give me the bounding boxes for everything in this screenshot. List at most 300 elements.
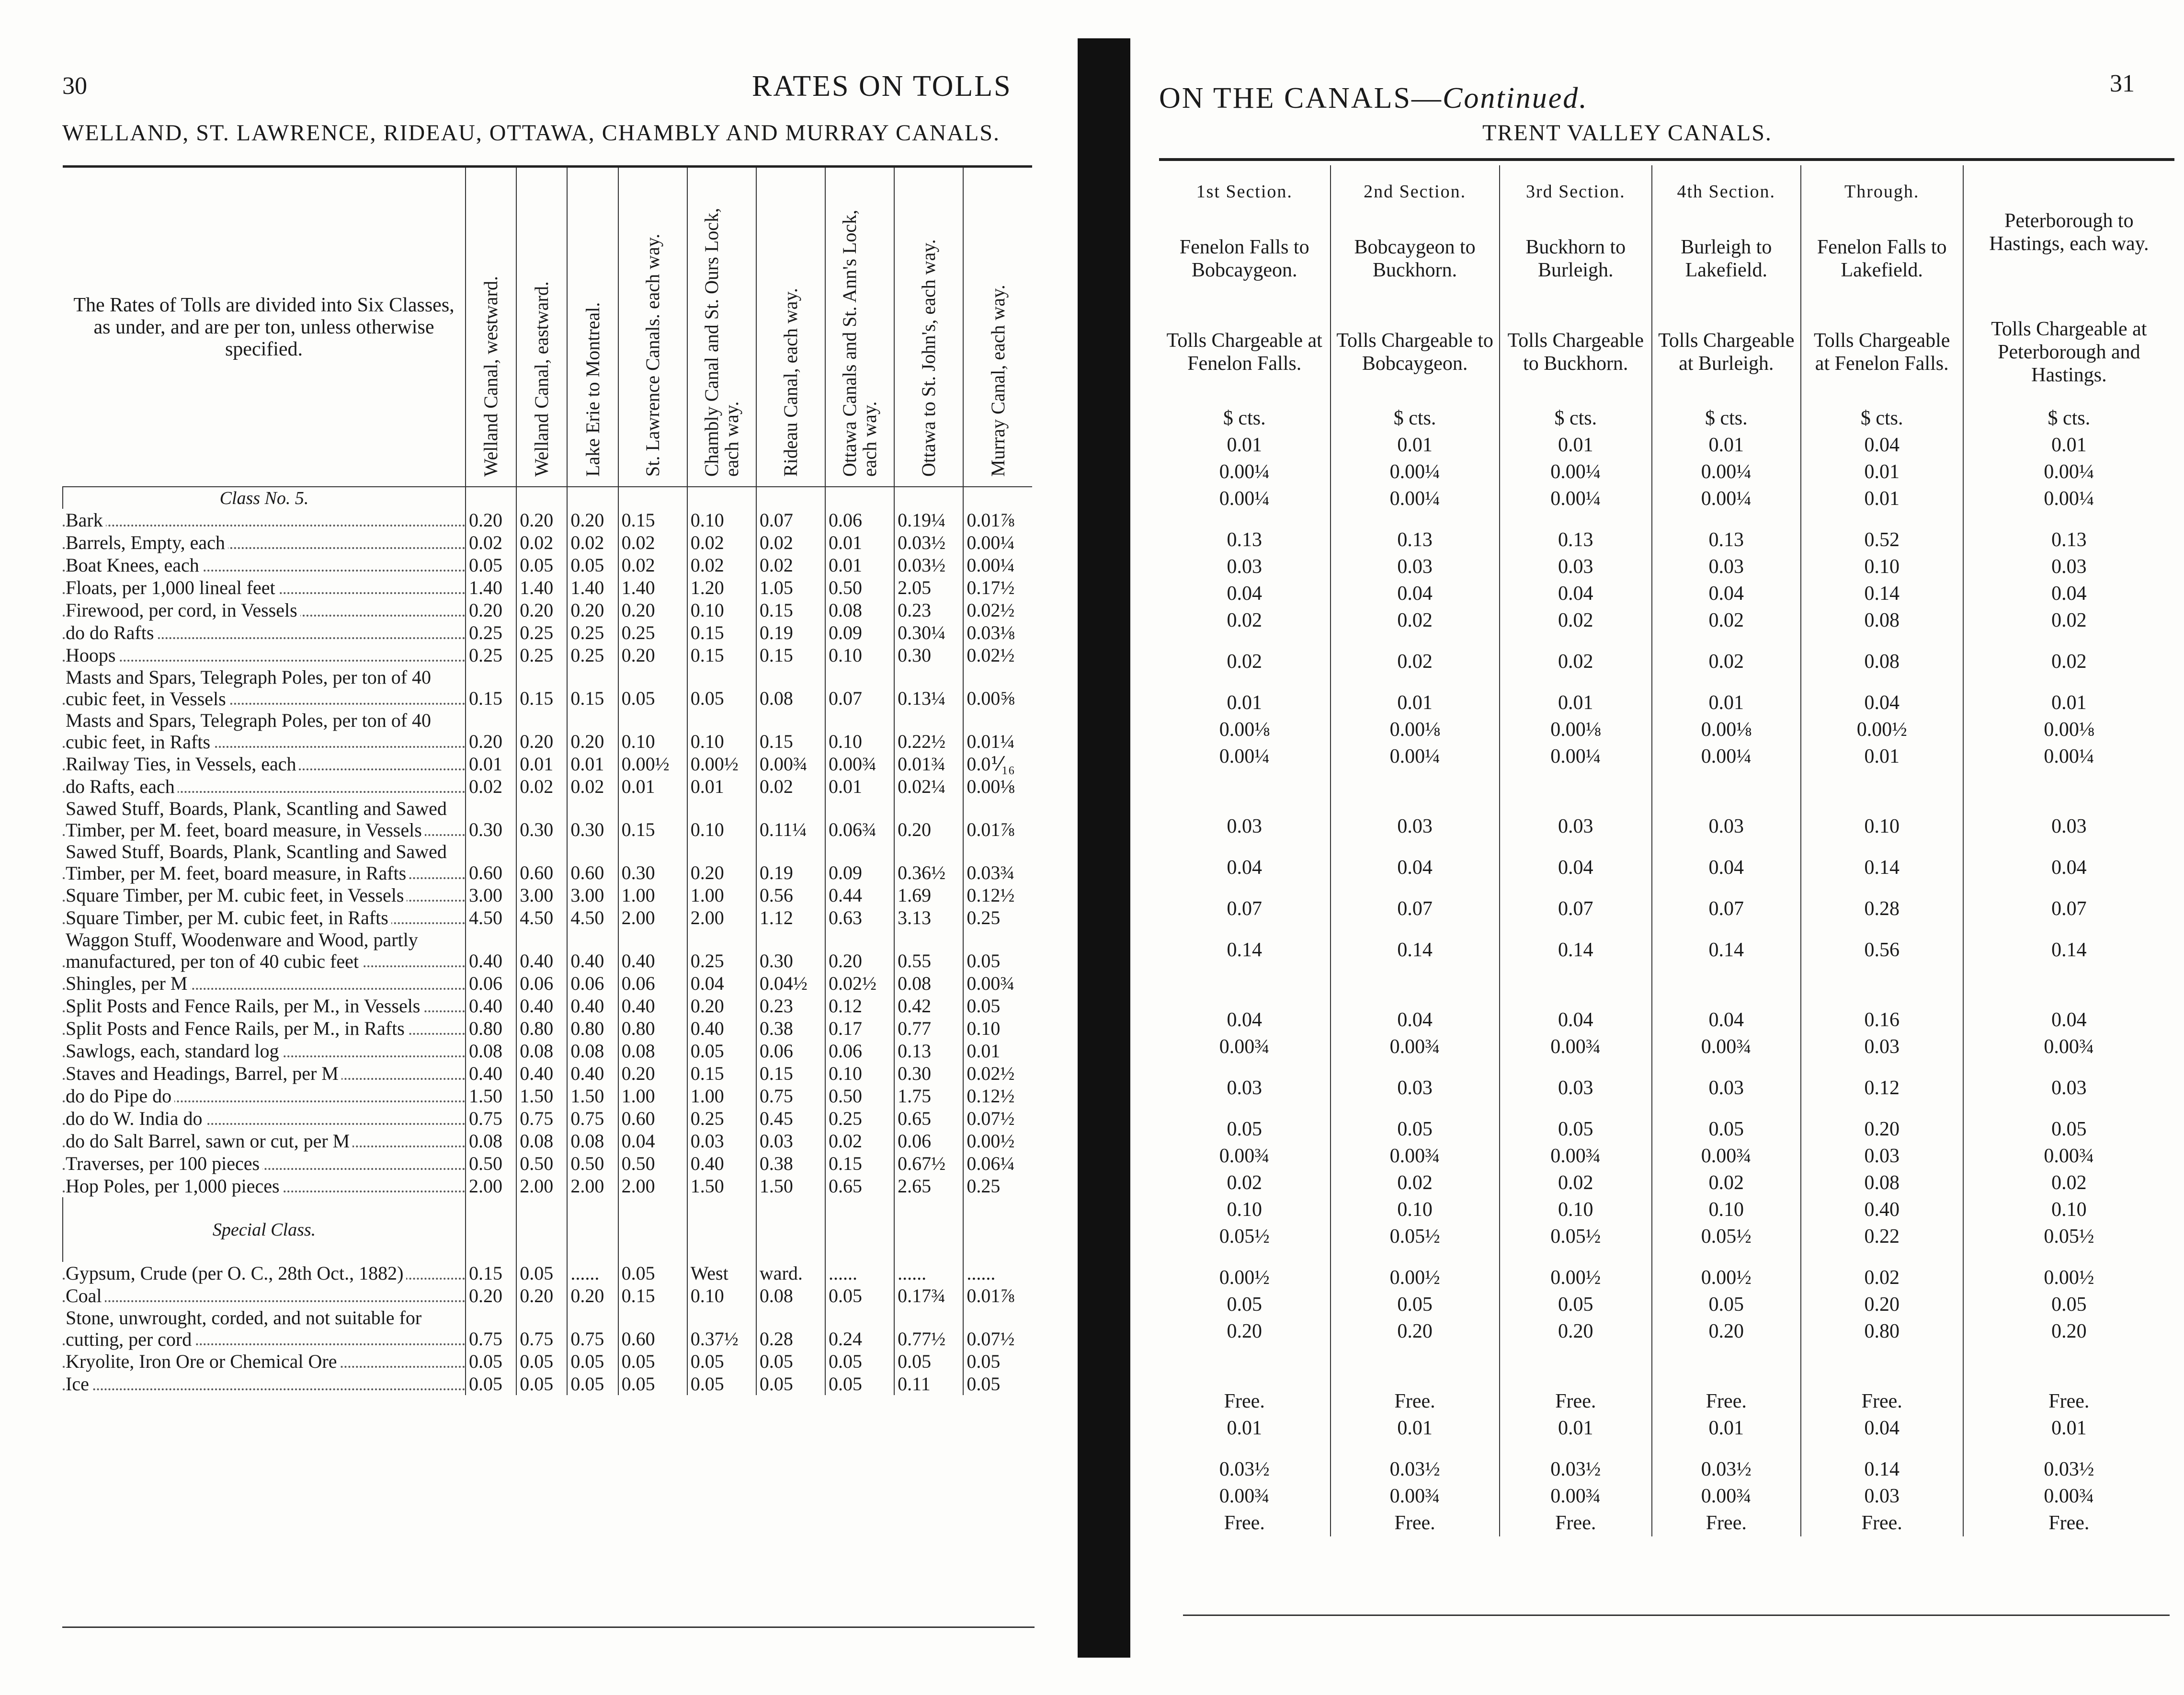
- rate-cell: 0.20: [618, 644, 687, 666]
- table-row: [63, 775, 1032, 798]
- rate-cell: 0.30: [756, 929, 825, 972]
- toll-cell: 0.00¾: [1219, 1036, 1270, 1058]
- toll-cell: 0.40: [1801, 1196, 1963, 1223]
- toll-cell: 0.08: [1801, 1169, 1963, 1196]
- toll-cell: 0.01: [1963, 689, 2174, 716]
- empty-cell: [618, 1219, 687, 1240]
- toll-cell: 0.03: [1652, 553, 1801, 580]
- table-row: [1159, 485, 2174, 512]
- rate-cell: 0.05: [618, 1262, 687, 1284]
- toll-cell: 0.00¼: [1219, 745, 1270, 767]
- table-row: [63, 906, 1032, 929]
- class-5-label: Class No. 5.: [63, 487, 466, 509]
- class-heading-row: [63, 1219, 1032, 1240]
- rate-cell: 0.08: [618, 1040, 687, 1062]
- toll-cell: 0.10: [1652, 1196, 1801, 1223]
- item-description: [63, 775, 466, 798]
- toll-cell: 0.00¾: [1331, 1033, 1500, 1060]
- rate-cell: 0.20: [618, 599, 687, 621]
- toll-cell: 0.05½: [1331, 1223, 1500, 1250]
- rate-cell: 0.25: [963, 1175, 1032, 1197]
- spacer-row: [1159, 512, 2174, 527]
- rate-cell: 0.04½: [756, 972, 825, 995]
- rate-cell: 0.25: [516, 644, 567, 666]
- rate-cell: 0.40: [618, 995, 687, 1017]
- rate-cell: 0.02½: [963, 1062, 1032, 1085]
- table-row: [63, 841, 1032, 884]
- item-label: Waggon Stuff, Woodenware and Wood, partly manufactured, per ton of 40 cubic feet: [66, 929, 418, 972]
- item-description: [63, 884, 466, 906]
- table-row: [63, 884, 1032, 906]
- item-description: [63, 1107, 466, 1130]
- toll-cell: 0.03: [1500, 553, 1652, 580]
- toll-cell: 0.00¾: [1331, 1483, 1500, 1510]
- route-header: Fenelon Falls to Lakefield.: [1801, 218, 1963, 299]
- toll-cell: 0.20: [1801, 1291, 1963, 1318]
- rate-cell: 0.25: [516, 621, 567, 644]
- rate-cell: 0.22½: [894, 710, 963, 753]
- rate-cell: ......: [825, 1262, 894, 1284]
- table-row: [1159, 1169, 2174, 1196]
- rate-cell: 0.10: [687, 710, 756, 753]
- table-row: [63, 1107, 1032, 1130]
- rate-cell: ......: [567, 1262, 618, 1284]
- rate-cell: 3.00: [466, 884, 516, 906]
- item-description: [63, 1152, 466, 1175]
- table-row: [1159, 1483, 2174, 1510]
- table-row: [63, 710, 1032, 753]
- toll-cell: Free.: [1500, 1510, 1652, 1536]
- rate-cell: 0.02: [825, 1130, 894, 1152]
- table-row: [63, 1175, 1032, 1197]
- item-label: Coal: [66, 1285, 105, 1306]
- toll-cell: Free.: [1652, 1388, 1801, 1415]
- item-label: Split Posts and Fence Rails, per M., in Rafts: [66, 1018, 408, 1039]
- rate-cell: 0.12½: [963, 884, 1032, 906]
- charge-header: Tolls Chargeable to Bobcaygeon.: [1331, 299, 1500, 405]
- rate-cell: 0.05: [567, 1350, 618, 1373]
- toll-cell: 0.00¾: [1500, 1033, 1652, 1060]
- rate-cell: 0.75: [516, 1107, 567, 1130]
- toll-cell: 0.10: [1331, 1196, 1500, 1223]
- rate-cell: 0.05: [618, 666, 687, 710]
- item-label: Firewood, per cord, in Vessels: [66, 599, 300, 621]
- toll-cell: 0.05: [1652, 1116, 1801, 1143]
- rate-cell: 0.44: [825, 884, 894, 906]
- section-header: Peterborough to Hastings, each way.: [1963, 165, 2174, 299]
- toll-cell: 0.04: [1963, 854, 2174, 881]
- rate-cell: 0.10: [687, 509, 756, 531]
- rate-cell: 0.01⅞: [963, 509, 1032, 531]
- toll-cell: 0.00¼: [1652, 485, 1801, 512]
- rate-cell: 1.50: [516, 1085, 567, 1107]
- rate-cell: 0.15: [516, 666, 567, 710]
- rate-cell: 1.00: [687, 884, 756, 906]
- rate-cell: 1.50: [567, 1085, 618, 1107]
- rate-cell: 0.06¼: [963, 1152, 1032, 1175]
- table-row: [63, 621, 1032, 644]
- toll-cell: 0.03: [1963, 813, 2174, 840]
- item-description: [63, 1373, 466, 1395]
- toll-cell: 0.56: [1801, 937, 1963, 963]
- rate-cell: 0.03½: [894, 554, 963, 576]
- rate-cell: 0.08: [567, 1040, 618, 1062]
- rate-cell: 0.30¼: [894, 621, 963, 644]
- toll-cell: 0.03½: [1331, 1456, 1500, 1483]
- rate-cell: 0.25: [567, 621, 618, 644]
- toll-cell: 0.14: [1227, 939, 1262, 961]
- rate-cell: 0.25: [618, 621, 687, 644]
- rate-cell: 0.25: [567, 644, 618, 666]
- toll-cell: 0.03: [1227, 556, 1262, 578]
- rate-cell: 0.15: [567, 666, 618, 710]
- rate-cell: 0.01¾: [894, 753, 963, 775]
- toll-cell: 0.02: [1227, 651, 1262, 673]
- rate-cell: 0.25: [466, 621, 516, 644]
- rate-cell: 0.06: [516, 972, 567, 995]
- toll-cell: 0.22: [1801, 1223, 1963, 1250]
- toll-cell: 0.05½: [1219, 1225, 1270, 1248]
- column-header: [567, 167, 618, 487]
- rate-cell: 0.20: [894, 798, 963, 841]
- rate-cell: 0.09: [825, 841, 894, 884]
- rate-cell: 0.15: [618, 509, 687, 531]
- rate-cell: 0.03: [687, 1130, 756, 1152]
- column-header: [825, 167, 894, 487]
- rate-cell: 0.80: [516, 1017, 567, 1040]
- rate-cell: 0.75: [567, 1107, 618, 1130]
- rate-cell: 0.10: [618, 710, 687, 753]
- toll-cell: 0.01: [1801, 743, 1963, 770]
- rate-cell: 0.25: [687, 929, 756, 972]
- item-description: [63, 841, 466, 884]
- toll-cell: 0.01: [1227, 1417, 1262, 1439]
- rate-cell: 0.20: [687, 995, 756, 1017]
- rate-cell: 0.01: [618, 775, 687, 798]
- toll-cell: 0.03: [1801, 1143, 1963, 1169]
- toll-cell: 0.02: [1331, 1169, 1500, 1196]
- item-label: do do W. India do: [66, 1108, 205, 1129]
- toll-cell: 0.07: [1227, 898, 1262, 920]
- rate-cell: 0.15: [466, 666, 516, 710]
- unit-label: $ cts.: [1500, 405, 1652, 432]
- toll-cell: 0.00¼: [1963, 485, 2174, 512]
- item-label: Traverses, per 100 pieces: [66, 1153, 262, 1174]
- rate-cell: 0.02: [618, 554, 687, 576]
- rate-cell: 0.02½: [963, 644, 1032, 666]
- rate-cell: 0.08: [567, 1130, 618, 1152]
- spacer-row: [1159, 634, 2174, 648]
- item-description: [63, 644, 466, 666]
- right-top-rule: [1159, 158, 2174, 161]
- item-label: Square Timber, per M. cubic feet, in Rafts: [66, 907, 391, 928]
- table-row: [63, 972, 1032, 995]
- toll-cell: 0.10: [1801, 813, 1963, 840]
- table-row: [63, 1373, 1032, 1395]
- table-row: [63, 1017, 1032, 1040]
- rate-cell: 1.12: [756, 906, 825, 929]
- toll-cell: 0.13: [1500, 527, 1652, 553]
- rate-cell: 0.63: [825, 906, 894, 929]
- toll-cell: 0.00¼: [1500, 485, 1652, 512]
- rate-cell: 0.13¼: [894, 666, 963, 710]
- toll-cell: Free.: [1652, 1510, 1801, 1536]
- toll-cell: 0.00¾: [1219, 1485, 1270, 1507]
- rate-cell: 0.05: [963, 995, 1032, 1017]
- toll-cell: 0.01: [1331, 432, 1500, 458]
- rate-cell: 0.77: [894, 1017, 963, 1040]
- rate-cell: 1.40: [567, 576, 618, 599]
- rate-cell: 1.00: [618, 1085, 687, 1107]
- table-row: [1159, 895, 2174, 922]
- toll-cell: 0.00½: [1801, 716, 1963, 743]
- toll-cell: 0.07: [1331, 895, 1500, 922]
- rate-cell: 0.24: [825, 1307, 894, 1350]
- rate-cell: 0.06: [567, 972, 618, 995]
- table-row: [1159, 743, 2174, 770]
- column-header-label: Welland Canal, eastward.: [531, 281, 553, 477]
- rate-cell: 0.01: [963, 1040, 1032, 1062]
- rate-cell: 0.02: [618, 531, 687, 554]
- table-row: [1159, 937, 2174, 963]
- table-row: [1159, 458, 2174, 485]
- rate-cell: 0.01: [825, 554, 894, 576]
- item-description: [63, 995, 466, 1017]
- rate-cell: 0.30: [466, 798, 516, 841]
- rate-cell: 0.36½: [894, 841, 963, 884]
- toll-cell: 0.04: [1331, 580, 1500, 607]
- rate-cell: 3.00: [567, 884, 618, 906]
- rate-cell: 0.05: [963, 1350, 1032, 1373]
- toll-cell: 0.02: [1963, 1169, 2174, 1196]
- rate-cell: 0.30: [618, 841, 687, 884]
- rate-cell: 0.15: [756, 599, 825, 621]
- rate-cell: 0.06: [825, 509, 894, 531]
- toll-cell: 0.00¼: [1219, 461, 1270, 483]
- toll-cell: 0.00¾: [1963, 1483, 2174, 1510]
- rate-cell: 0.20: [516, 599, 567, 621]
- rate-cell: 0.02½: [963, 599, 1032, 621]
- rate-cell: 0.00¼: [963, 554, 1032, 576]
- rate-cell: 0.02: [516, 531, 567, 554]
- rate-cell: ......: [963, 1262, 1032, 1284]
- rate-cell: 0.06: [894, 1130, 963, 1152]
- toll-cell: 0.03: [1331, 553, 1500, 580]
- column-header: [894, 167, 963, 487]
- rate-cell: 0.60: [516, 841, 567, 884]
- rate-cell: 0.10: [825, 644, 894, 666]
- toll-cell: 0.03: [1652, 813, 1801, 840]
- toll-cell: Free.: [1331, 1510, 1500, 1536]
- rate-cell: 0.15: [687, 1062, 756, 1085]
- rate-cell: 1.00: [687, 1085, 756, 1107]
- rate-cell: 0.02: [756, 775, 825, 798]
- toll-cell: 0.20: [1801, 1116, 1963, 1143]
- toll-cell: 0.03½: [1652, 1456, 1801, 1483]
- rate-cell: West: [687, 1262, 756, 1284]
- toll-cell: 0.00¾: [1963, 1033, 2174, 1060]
- item-label: Sawed Stuff, Boards, Plank, Scantling and Sawed Timber, per M. feet, board measure, in Rafts: [66, 841, 447, 884]
- rate-cell: 1.75: [894, 1085, 963, 1107]
- toll-cell: 0.01: [1227, 434, 1262, 456]
- toll-cell: 0.00¾: [1331, 1143, 1500, 1169]
- rate-cell: 0.05: [687, 1350, 756, 1373]
- spacer-row: [1159, 1250, 2174, 1264]
- item-description: [63, 753, 466, 775]
- toll-cell: 0.07: [1963, 895, 2174, 922]
- item-description: [63, 1284, 466, 1307]
- rate-cell: 0.80: [466, 1017, 516, 1040]
- rate-cell: 0.01: [687, 775, 756, 798]
- rate-cell: 0.50: [825, 1085, 894, 1107]
- empty-cell: [894, 487, 963, 509]
- rate-cell: 0.02: [687, 554, 756, 576]
- item-description: [63, 1062, 466, 1085]
- rate-cell: 0.20: [618, 1062, 687, 1085]
- toll-cell: 0.04: [1227, 583, 1262, 605]
- rate-cell: 0.02: [466, 531, 516, 554]
- rate-cell: 0.02: [466, 775, 516, 798]
- column-header-label: Ottawa to St. John's, each way.: [918, 239, 940, 477]
- toll-cell: Free.: [1801, 1388, 1963, 1415]
- rate-cell: 0.25: [687, 1107, 756, 1130]
- item-description: [63, 929, 466, 972]
- rate-cell: 1.69: [894, 884, 963, 906]
- rate-cell: 0.05: [687, 1373, 756, 1395]
- rate-cell: 0.17: [825, 1017, 894, 1040]
- rate-cell: 0.30: [894, 644, 963, 666]
- rate-cell: 0.19: [756, 841, 825, 884]
- rate-cell: 0.02½: [825, 972, 894, 995]
- rate-cell: 0.02: [756, 531, 825, 554]
- rate-cell: 4.50: [516, 906, 567, 929]
- rate-cell: 0.07: [825, 666, 894, 710]
- item-label: Bark: [66, 509, 106, 531]
- item-label: Shingles, per M: [66, 973, 190, 994]
- item-label: Stone, unwrought, corded, and not suitable for cutting, per cord: [66, 1307, 422, 1350]
- toll-cell: 0.02: [1500, 648, 1652, 675]
- toll-cell: 0.00¼: [1652, 458, 1801, 485]
- rate-cell: 0.00¼: [963, 531, 1032, 554]
- rate-cell: 0.20: [516, 1284, 567, 1307]
- rate-cell: 0.05: [825, 1373, 894, 1395]
- empty-cell: [567, 487, 618, 509]
- right-subtitle: TRENT VALLEY CANALS.: [1482, 120, 1772, 146]
- rate-cell: 1.00: [618, 884, 687, 906]
- spacer-row: [1159, 922, 2174, 937]
- rate-cell: 0.02: [756, 554, 825, 576]
- item-label: do do Salt Barrel, sawn or cut, per M: [66, 1130, 353, 1152]
- rate-cell: 0.80: [567, 1017, 618, 1040]
- rate-cell: 0.06: [825, 1040, 894, 1062]
- toll-cell: 0.00¼: [1219, 488, 1270, 510]
- toll-cell: 0.05½: [1500, 1223, 1652, 1250]
- spacer-row: [63, 1240, 1032, 1262]
- toll-cell: 0.08: [1801, 648, 1963, 675]
- item-label: Sawed Stuff, Boards, Plank, Scantling and Sawed Timber, per M. feet, board measure, in Vessels: [66, 798, 447, 841]
- toll-cell: 0.03: [1227, 815, 1262, 837]
- spacer-row: [1159, 1101, 2174, 1116]
- rate-cell: 0.15: [687, 621, 756, 644]
- item-label: do Rafts, each: [66, 776, 178, 797]
- table-row: [63, 666, 1032, 710]
- rate-cell: 0.75: [756, 1085, 825, 1107]
- item-label: Sawlogs, each, standard log: [66, 1040, 282, 1062]
- rate-cell: 0.08: [756, 666, 825, 710]
- rate-cell: 0.40: [618, 929, 687, 972]
- rate-cell: 0.05: [756, 1373, 825, 1395]
- table-row: [1159, 716, 2174, 743]
- section-header: 1st Section.: [1196, 182, 1293, 202]
- route-header: Burleigh to Lakefield.: [1652, 218, 1801, 299]
- toll-cell: 0.04: [1500, 1007, 1652, 1033]
- rate-cell: 0.56: [756, 884, 825, 906]
- toll-cell: 0.04: [1801, 689, 1963, 716]
- rate-cell: 0.05: [618, 1350, 687, 1373]
- rate-cell: 0.40: [466, 1062, 516, 1085]
- rate-cell: 0.06: [466, 972, 516, 995]
- rate-cell: 0.10: [825, 1062, 894, 1085]
- toll-cell: 0.05: [1963, 1291, 2174, 1318]
- empty-cell: [756, 1219, 825, 1240]
- rate-cell: 0.75: [466, 1307, 516, 1350]
- rate-cell: 2.00: [687, 906, 756, 929]
- toll-cell: 0.00¾: [1652, 1483, 1801, 1510]
- section-header: 2nd Section.: [1331, 165, 1500, 218]
- toll-cell: 0.16: [1801, 1007, 1963, 1033]
- table-row: [1159, 432, 2174, 458]
- rate-cell: 0.19¼: [894, 509, 963, 531]
- toll-cell: 0.14: [1500, 937, 1652, 963]
- toll-cell: 0.01: [1963, 432, 2174, 458]
- rate-cell: 0.50: [466, 1152, 516, 1175]
- toll-cell: Free.: [1224, 1512, 1265, 1534]
- toll-cell: 0.03: [1801, 1483, 1963, 1510]
- column-header: [756, 167, 825, 487]
- table-row: [1159, 1116, 2174, 1143]
- toll-cell: 0.02: [1500, 607, 1652, 634]
- toll-cell: 0.00⅛: [1500, 716, 1652, 743]
- rate-cell: 0.10: [687, 1284, 756, 1307]
- toll-cell: 0.04: [1227, 857, 1262, 879]
- unit-label: $ cts.: [1801, 405, 1963, 432]
- page-number-right: 31: [2110, 70, 2135, 97]
- item-description: [63, 531, 466, 554]
- charge-header: Tolls Chargeable at Peterborough and Hastings.: [1963, 299, 2174, 405]
- toll-cell: 0.00½: [1500, 1264, 1652, 1291]
- rate-cell: 0.60: [567, 841, 618, 884]
- toll-cell: 0.00¾: [1652, 1033, 1801, 1060]
- rate-cell: 1.20: [687, 576, 756, 599]
- item-label: Ice: [66, 1373, 92, 1395]
- empty-cell: [687, 487, 756, 509]
- spacer-row: [1159, 1345, 2174, 1388]
- rate-cell: 0.20: [466, 710, 516, 753]
- toll-cell: 0.01: [1963, 1415, 2174, 1442]
- rate-cell: 4.50: [466, 906, 516, 929]
- toll-cell: 0.00¼: [1500, 458, 1652, 485]
- item-description: [63, 710, 466, 753]
- rate-cell: 0.01⅞: [963, 1284, 1032, 1307]
- toll-cell: 0.04: [1331, 1007, 1500, 1033]
- toll-cell: 0.00¼: [1963, 458, 2174, 485]
- rate-cell: 0.01¼: [963, 710, 1032, 753]
- toll-cell: 0.04: [1963, 1007, 2174, 1033]
- running-head-left: RATES ON TOLLS: [752, 70, 1012, 103]
- toll-cell: 0.00⅛: [1963, 716, 2174, 743]
- toll-cell: 0.01: [1500, 1415, 1652, 1442]
- rate-cell: 0.00¾: [756, 753, 825, 775]
